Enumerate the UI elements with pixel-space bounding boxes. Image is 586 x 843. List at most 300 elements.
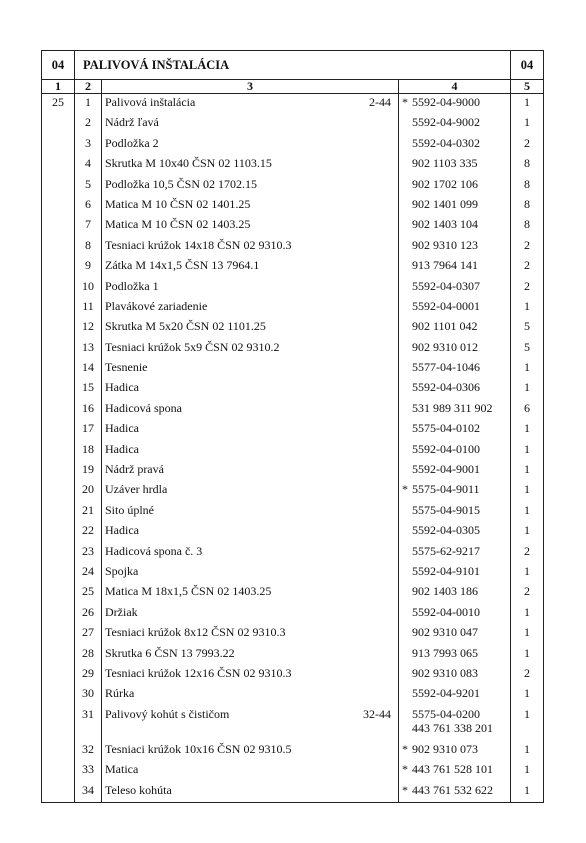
column-number: 4 xyxy=(399,80,511,94)
group-number xyxy=(42,318,75,338)
asterisk-mark xyxy=(402,217,412,231)
table-row xyxy=(42,339,544,359)
part-number xyxy=(412,340,507,354)
position-number: 15 xyxy=(75,379,102,399)
quantity: 8 xyxy=(511,216,544,236)
group-number xyxy=(42,400,75,420)
part-number xyxy=(412,544,507,558)
quantity: 1 xyxy=(511,706,544,741)
part-number-cell xyxy=(399,114,511,134)
part-name: Hadica xyxy=(105,523,139,538)
table-row xyxy=(42,461,544,481)
table-row xyxy=(42,278,544,298)
position-number: 8 xyxy=(75,237,102,257)
position-number: 23 xyxy=(75,543,102,563)
part-number xyxy=(412,258,507,272)
quantity: 2 xyxy=(511,583,544,603)
parts-list xyxy=(42,94,544,803)
position-number: 17 xyxy=(75,420,102,440)
part-number-cell xyxy=(399,645,511,665)
part-name: Plavákové zariadenie xyxy=(105,298,208,313)
table-row xyxy=(42,237,544,257)
position-range xyxy=(391,462,395,476)
part-number-line: 5592-04-0010 xyxy=(412,604,480,619)
part-number-line: 902 9310 073 xyxy=(412,741,478,756)
part-number-cell xyxy=(399,543,511,563)
position-range xyxy=(391,762,395,776)
quantity: 5 xyxy=(511,339,544,359)
part-number xyxy=(412,783,507,797)
position-range xyxy=(391,584,395,598)
part-name: Tesniaci krúžok 12x16 ČSN 02 9310.3 xyxy=(105,665,292,680)
column-number: 2 xyxy=(75,80,102,94)
group-number xyxy=(42,114,75,134)
position-range xyxy=(391,136,395,150)
part-number-cell xyxy=(399,706,511,741)
part-number-line: 443 761 338 201 xyxy=(412,720,493,735)
part-number-cell xyxy=(399,359,511,379)
table-row xyxy=(42,481,544,501)
part-number xyxy=(412,442,507,456)
part-number xyxy=(412,380,507,394)
part-number xyxy=(412,646,507,660)
quantity: 2 xyxy=(511,665,544,685)
position-number: 30 xyxy=(75,685,102,705)
quantity: 1 xyxy=(511,604,544,624)
part-number xyxy=(412,666,507,680)
part-number-cell xyxy=(399,481,511,501)
position-range xyxy=(391,605,395,619)
part-name-cell xyxy=(102,216,399,236)
part-number-cell xyxy=(399,135,511,155)
part-number xyxy=(412,421,507,435)
asterisk-mark xyxy=(402,299,412,313)
quantity: 2 xyxy=(511,237,544,257)
part-number-cell xyxy=(399,94,511,115)
part-number-cell xyxy=(399,441,511,461)
position-number: 16 xyxy=(75,400,102,420)
part-name-cell xyxy=(102,604,399,624)
group-number xyxy=(42,645,75,665)
table-row xyxy=(42,176,544,196)
part-number-cell xyxy=(399,624,511,644)
part-number xyxy=(412,707,507,735)
quantity: 1 xyxy=(511,441,544,461)
quantity: 8 xyxy=(511,176,544,196)
group-number xyxy=(42,522,75,542)
part-number-line: 902 9310 083 xyxy=(412,665,478,680)
asterisk-mark xyxy=(402,115,412,129)
position-range xyxy=(391,299,395,313)
asterisk-mark xyxy=(402,544,412,558)
asterisk-mark xyxy=(402,177,412,191)
part-number-line: 5575-04-9011 xyxy=(412,482,480,497)
group-number: 25 xyxy=(42,94,75,115)
part-name: Podložka 2 xyxy=(105,135,159,150)
group-number xyxy=(42,216,75,236)
group-number xyxy=(42,685,75,705)
position-range xyxy=(391,238,395,252)
position-range xyxy=(391,380,395,394)
part-number-cell xyxy=(399,155,511,175)
table-row xyxy=(42,420,544,440)
column-number: 3 xyxy=(102,80,399,94)
part-name: Zátka M 14x1,5 ČSN 13 7964.1 xyxy=(105,258,260,273)
position-range xyxy=(391,217,395,231)
table-row xyxy=(42,318,544,338)
part-number-line: 5575-62-9217 xyxy=(412,543,480,558)
quantity: 1 xyxy=(511,379,544,399)
part-number-line: 5592-04-0306 xyxy=(412,380,480,395)
table-row xyxy=(42,604,544,624)
group-number xyxy=(42,502,75,522)
part-name-cell xyxy=(102,502,399,522)
asterisk-mark xyxy=(402,503,412,517)
position-number: 21 xyxy=(75,502,102,522)
part-number-cell xyxy=(399,563,511,583)
part-name: Hadicová spona xyxy=(105,400,182,415)
quantity: 1 xyxy=(511,522,544,542)
position-number: 11 xyxy=(75,298,102,318)
part-name-cell xyxy=(102,420,399,440)
part-number xyxy=(412,605,507,619)
group-number xyxy=(42,782,75,803)
position-range xyxy=(391,115,395,129)
asterisk-mark xyxy=(402,360,412,374)
part-number-cell xyxy=(399,176,511,196)
group-code-left: 04 xyxy=(42,51,75,80)
part-name: Sito úplné xyxy=(105,502,155,517)
part-name: Teleso kohúta xyxy=(105,782,172,797)
part-number-line: 5575-04-0102 xyxy=(412,421,480,436)
table-row xyxy=(42,685,544,705)
part-number xyxy=(412,401,507,415)
quantity: 2 xyxy=(511,135,544,155)
part-name-cell xyxy=(102,196,399,216)
part-number-cell xyxy=(399,237,511,257)
position-number: 1 xyxy=(75,94,102,115)
quantity: 8 xyxy=(511,155,544,175)
part-number-cell xyxy=(399,761,511,781)
part-number xyxy=(412,762,507,776)
part-number xyxy=(412,482,507,496)
position-number: 20 xyxy=(75,481,102,501)
part-name-cell xyxy=(102,318,399,338)
table-row xyxy=(42,761,544,781)
part-number-cell xyxy=(399,604,511,624)
part-number-line: 902 9310 012 xyxy=(412,339,478,354)
quantity: 8 xyxy=(511,196,544,216)
part-number-cell xyxy=(399,665,511,685)
position-number: 7 xyxy=(75,216,102,236)
position-range xyxy=(391,401,395,415)
part-name-cell xyxy=(102,741,399,761)
quantity: 1 xyxy=(511,94,544,115)
part-name: Hadicová spona č. 3 xyxy=(105,543,203,558)
part-name: Tesniaci krúžok 14x18 ČSN 02 9310.3 xyxy=(105,237,292,252)
table-row xyxy=(42,441,544,461)
part-number xyxy=(412,523,507,537)
group-number xyxy=(42,583,75,603)
table-row xyxy=(42,543,544,563)
part-number-line: 902 9310 047 xyxy=(412,625,478,640)
part-number xyxy=(412,279,507,293)
part-name: Tesniaci krúžok 8x12 ČSN 02 9310.3 xyxy=(105,625,286,640)
part-number-line: 5592-04-0305 xyxy=(412,523,480,538)
part-number-line: 5592-04-0302 xyxy=(412,135,480,150)
part-number xyxy=(412,177,507,191)
position-range xyxy=(391,177,395,191)
quantity: 1 xyxy=(511,461,544,481)
part-number xyxy=(412,197,507,211)
asterisk-mark xyxy=(402,605,412,619)
asterisk-mark xyxy=(402,564,412,578)
part-number xyxy=(412,564,507,578)
table-row xyxy=(42,196,544,216)
position-number: 29 xyxy=(75,665,102,685)
part-name: Matica M 18x1,5 ČSN 02 1403.25 xyxy=(105,584,272,599)
part-number xyxy=(412,462,507,476)
group-number xyxy=(42,441,75,461)
quantity: 1 xyxy=(511,685,544,705)
table-row xyxy=(42,522,544,542)
part-number-cell xyxy=(399,400,511,420)
table-row xyxy=(42,645,544,665)
quantity: 1 xyxy=(511,563,544,583)
position-number: 5 xyxy=(75,176,102,196)
part-name: Hadica xyxy=(105,421,139,436)
quantity: 2 xyxy=(511,543,544,563)
table-row xyxy=(42,359,544,379)
group-code-right: 04 xyxy=(511,51,544,80)
position-range xyxy=(391,258,395,272)
part-number-line: 5592-04-9000 xyxy=(412,95,480,109)
part-name-cell xyxy=(102,298,399,318)
position-range xyxy=(391,340,395,354)
part-name-cell xyxy=(102,461,399,481)
quantity: 1 xyxy=(511,420,544,440)
part-name: Hadica xyxy=(105,380,139,395)
part-name: Matica M 10 ČSN 02 1403.25 xyxy=(105,217,251,232)
group-number xyxy=(42,379,75,399)
part-number-cell xyxy=(399,257,511,277)
part-name: Skrutka M 10x40 ČSN 02 1103.15 xyxy=(105,156,272,171)
position-range xyxy=(391,523,395,537)
position-number: 19 xyxy=(75,461,102,481)
group-number xyxy=(42,461,75,481)
table-row xyxy=(42,624,544,644)
group-number xyxy=(42,135,75,155)
part-number-line: 902 1101 042 xyxy=(412,319,478,334)
position-number: 24 xyxy=(75,563,102,583)
title-row xyxy=(42,51,544,80)
asterisk-mark: * xyxy=(402,782,408,797)
table-row xyxy=(42,114,544,134)
part-name: Palivová inštalácia xyxy=(105,95,196,109)
group-number xyxy=(42,359,75,379)
part-name: Uzáver hrdla xyxy=(105,482,168,497)
asterisk-mark xyxy=(402,686,412,700)
part-name: Podložka 10,5 ČSN 02 1702.15 xyxy=(105,176,258,191)
quantity: 1 xyxy=(511,741,544,761)
part-number-cell xyxy=(399,318,511,338)
position-range: 32-44 xyxy=(363,706,391,721)
quantity: 1 xyxy=(511,114,544,134)
position-number: 34 xyxy=(75,782,102,803)
column-number-row xyxy=(42,80,544,94)
part-name-cell xyxy=(102,685,399,705)
asterisk-mark xyxy=(402,625,412,639)
position-number: 22 xyxy=(75,522,102,542)
part-number-cell xyxy=(399,420,511,440)
asterisk-mark: * xyxy=(402,95,408,109)
table-row xyxy=(42,400,544,420)
part-name-cell xyxy=(102,135,399,155)
position-number: 31 xyxy=(75,706,102,741)
part-number-cell xyxy=(399,685,511,705)
part-number xyxy=(412,742,507,756)
part-name-cell xyxy=(102,359,399,379)
part-name-cell xyxy=(102,257,399,277)
part-number-line: 5575-04-9015 xyxy=(412,502,480,517)
asterisk-mark xyxy=(402,666,412,680)
part-name-cell xyxy=(102,706,399,741)
table-row xyxy=(42,216,544,236)
asterisk-mark xyxy=(402,584,412,598)
part-name-cell xyxy=(102,481,399,501)
position-range xyxy=(391,482,395,496)
asterisk-mark: * xyxy=(402,482,408,497)
part-name: Tesniaci krúžok 10x16 ČSN 02 9310.5 xyxy=(105,741,292,756)
asterisk-mark xyxy=(402,380,412,394)
asterisk-mark xyxy=(402,258,412,272)
part-number-line: 443 761 528 101 xyxy=(412,762,493,777)
asterisk-mark xyxy=(402,319,412,333)
part-number-cell xyxy=(399,379,511,399)
position-range xyxy=(391,442,395,456)
position-range xyxy=(391,156,395,170)
group-number xyxy=(42,665,75,685)
position-range xyxy=(391,742,395,756)
asterisk-mark xyxy=(402,707,412,735)
group-number xyxy=(42,339,75,359)
part-name-cell xyxy=(102,278,399,298)
group-number xyxy=(42,257,75,277)
group-number xyxy=(42,741,75,761)
part-name: Tesnenie xyxy=(105,360,148,375)
quantity: 1 xyxy=(511,624,544,644)
asterisk-mark xyxy=(402,156,412,170)
part-number xyxy=(412,115,507,129)
section-title: PALIVOVÁ INŠTALÁCIA xyxy=(75,51,511,80)
asterisk-mark xyxy=(402,401,412,415)
asterisk-mark: * xyxy=(402,762,408,777)
part-number-cell xyxy=(399,278,511,298)
part-number xyxy=(412,156,507,170)
part-number xyxy=(412,136,507,150)
part-name: Rúrka xyxy=(105,686,135,701)
quantity: 1 xyxy=(511,645,544,665)
position-number: 6 xyxy=(75,196,102,216)
quantity: 1 xyxy=(511,782,544,803)
asterisk-mark xyxy=(402,442,412,456)
position-number: 10 xyxy=(75,278,102,298)
part-name-cell xyxy=(102,624,399,644)
table-row xyxy=(42,155,544,175)
table-row xyxy=(42,135,544,155)
parts-table xyxy=(41,50,544,803)
part-number-line: 902 1403 104 xyxy=(412,217,478,232)
quantity: 6 xyxy=(511,400,544,420)
part-number-cell xyxy=(399,196,511,216)
part-number-cell xyxy=(399,339,511,359)
part-name: Tesniaci krúžok 5x9 ČSN 02 9310.2 xyxy=(105,339,280,354)
part-name-cell xyxy=(102,583,399,603)
table-row xyxy=(42,257,544,277)
part-number-line: 443 761 532 622 xyxy=(412,782,493,797)
part-number xyxy=(412,625,507,639)
asterisk-mark xyxy=(402,523,412,537)
part-number xyxy=(412,503,507,517)
quantity: 2 xyxy=(511,257,544,277)
position-number: 33 xyxy=(75,761,102,781)
group-number xyxy=(42,624,75,644)
part-number-line: 5592-04-9002 xyxy=(412,115,480,130)
position-range xyxy=(391,360,395,374)
position-range xyxy=(391,666,395,680)
part-number xyxy=(412,238,507,252)
asterisk-mark xyxy=(402,197,412,211)
part-name-cell xyxy=(102,94,399,115)
part-name: Spojka xyxy=(105,563,139,578)
position-range xyxy=(391,503,395,517)
part-number xyxy=(412,686,507,700)
group-number xyxy=(42,237,75,257)
group-number xyxy=(42,543,75,563)
part-number-cell xyxy=(399,216,511,236)
table-row xyxy=(42,298,544,318)
part-number-line: 5592-04-0001 xyxy=(412,298,480,313)
position-number: 4 xyxy=(75,155,102,175)
part-number xyxy=(412,217,507,231)
table-row xyxy=(42,563,544,583)
asterisk-mark xyxy=(402,462,412,476)
part-name-cell xyxy=(102,237,399,257)
quantity: 2 xyxy=(511,278,544,298)
part-number-cell xyxy=(399,502,511,522)
table-row xyxy=(42,741,544,761)
part-name: Hadica xyxy=(105,441,139,456)
group-number xyxy=(42,761,75,781)
asterisk-mark: * xyxy=(402,741,408,756)
part-name: Nádrž pravá xyxy=(105,462,164,477)
part-name-cell xyxy=(102,155,399,175)
part-name: Držiak xyxy=(105,604,138,619)
part-number-line: 902 1403 186 xyxy=(412,584,478,599)
column-number: 5 xyxy=(511,80,544,94)
group-number xyxy=(42,155,75,175)
part-number-cell xyxy=(399,741,511,761)
position-number: 18 xyxy=(75,441,102,461)
position-number: 12 xyxy=(75,318,102,338)
position-range xyxy=(391,279,395,293)
position-number: 9 xyxy=(75,257,102,277)
quantity: 1 xyxy=(511,481,544,501)
group-number xyxy=(42,298,75,318)
part-name: Palivový kohút s čističom xyxy=(105,706,230,721)
position-range xyxy=(391,625,395,639)
position-number: 14 xyxy=(75,359,102,379)
